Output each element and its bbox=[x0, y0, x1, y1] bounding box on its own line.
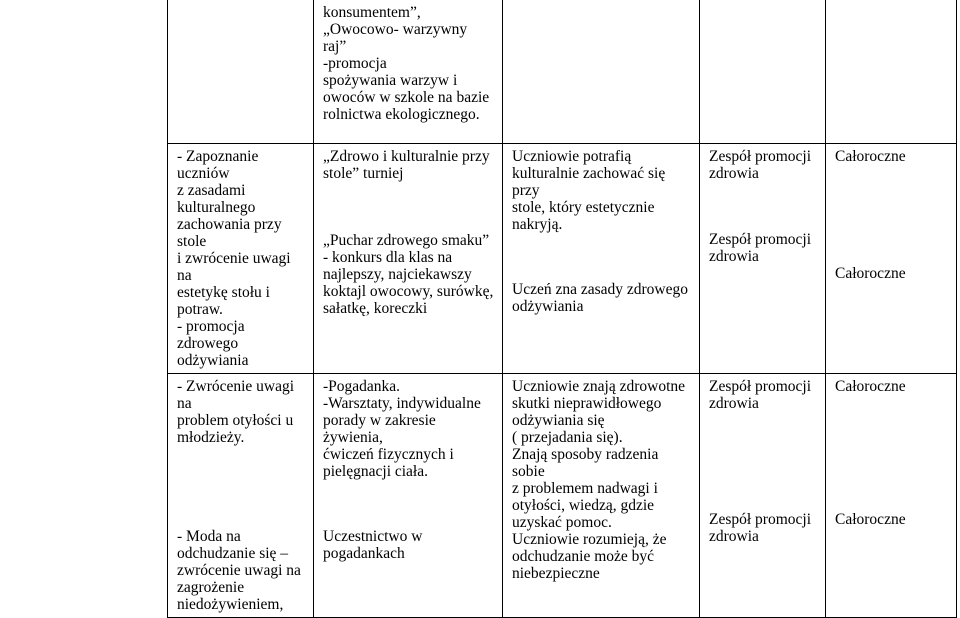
cell-text: -Pogadanka. -Warsztaty, indywidualne porady w zakresie żywienia, ćwiczeń fizycznych i pielęgnacji ciała. bbox=[323, 378, 481, 480]
table-cell-goals bbox=[168, 144, 314, 374]
cell-text: Uczniowie znają zdrowotne skutki nieprawidłowego odżywiania się ( przejadania się). Znają sposoby radzenia sobie z problemem nadwagi i otyłości, wiedzą, gdzie uzyskać pomoc. bbox=[512, 378, 686, 531]
table-cell-activities bbox=[314, 144, 503, 374]
cell-text: - Moda na odchudzanie się – zwrócenie uwagi na zagrożenie niedożywieniem, bbox=[177, 528, 301, 613]
cell-text: Uczniowie potrafią kulturalnie zachować się przy stole, który estetycznie nakryją. bbox=[512, 148, 666, 233]
spacer bbox=[177, 446, 305, 528]
cell-text: Całoroczne bbox=[835, 265, 906, 282]
table-cell-outcomes bbox=[503, 144, 700, 374]
cell-text: Uczeń zna zasady zdrowego odżywiania bbox=[512, 281, 689, 315]
spacer bbox=[709, 182, 817, 231]
table-cell-timeline bbox=[826, 144, 957, 374]
table-cell-top-description: konsumentem”, „Owocowo- warzywny raj” -promocja spożywania warzyw i owoców w szkole na bazie rolnictwa ekologicznego. bbox=[314, 0, 503, 144]
table-row bbox=[168, 144, 957, 374]
spacer bbox=[323, 480, 494, 528]
table-row bbox=[168, 0, 957, 144]
cell-text: Całoroczne bbox=[835, 511, 906, 528]
table-cell-responsible bbox=[700, 144, 826, 374]
table-cell-empty bbox=[826, 0, 957, 144]
cell-text: Zespół promocji zdrowia bbox=[709, 231, 812, 265]
table-cell-activities bbox=[314, 374, 503, 618]
table-row bbox=[168, 374, 957, 618]
table-cell-empty bbox=[168, 0, 314, 144]
cell-text: Zespół promocji zdrowia bbox=[709, 148, 812, 182]
spacer bbox=[835, 165, 948, 265]
table-cell-timeline bbox=[826, 374, 957, 618]
spacer bbox=[835, 395, 948, 511]
cell-text: - Zapoznanie uczniów z zasadami kulturalnego zachowania przy stole i zwrócenie uwagi na estetykę stołu i potraw. - promocja zdrowego odżywiania bbox=[177, 148, 291, 369]
table-cell-responsible bbox=[700, 374, 826, 618]
cell-text: Całoroczne bbox=[835, 378, 906, 395]
cell-text: Zespół promocji zdrowia bbox=[709, 378, 812, 412]
cell-text: Uczniowie rozumieją, że odchudzanie może być niebezpieczne bbox=[512, 531, 667, 582]
table-cell-empty bbox=[503, 0, 700, 144]
cell-text: „Puchar zdrowego smaku” - konkurs dla klas na najlepszy, najciekawszy koktajl owocowy, surówkę, sałatkę, koreczki bbox=[323, 232, 494, 317]
spacer bbox=[709, 412, 817, 511]
table-cell-empty bbox=[700, 0, 826, 144]
spacer bbox=[512, 233, 691, 281]
program-table bbox=[167, 0, 957, 618]
cell-text: „Zdrowo i kulturalnie przy stole” turniej bbox=[323, 148, 490, 182]
spacer bbox=[323, 182, 494, 232]
cell-text: Całoroczne bbox=[835, 148, 906, 165]
cell-text: Zespół promocji zdrowia bbox=[709, 511, 812, 545]
table-cell-outcomes bbox=[503, 374, 700, 618]
cell-text: Uczestnictwo w pogadankach bbox=[323, 528, 423, 562]
table-cell-goals bbox=[168, 374, 314, 618]
cell-text: - Zwrócenie uwagi na problem otyłości u młodzieży. bbox=[177, 378, 295, 446]
